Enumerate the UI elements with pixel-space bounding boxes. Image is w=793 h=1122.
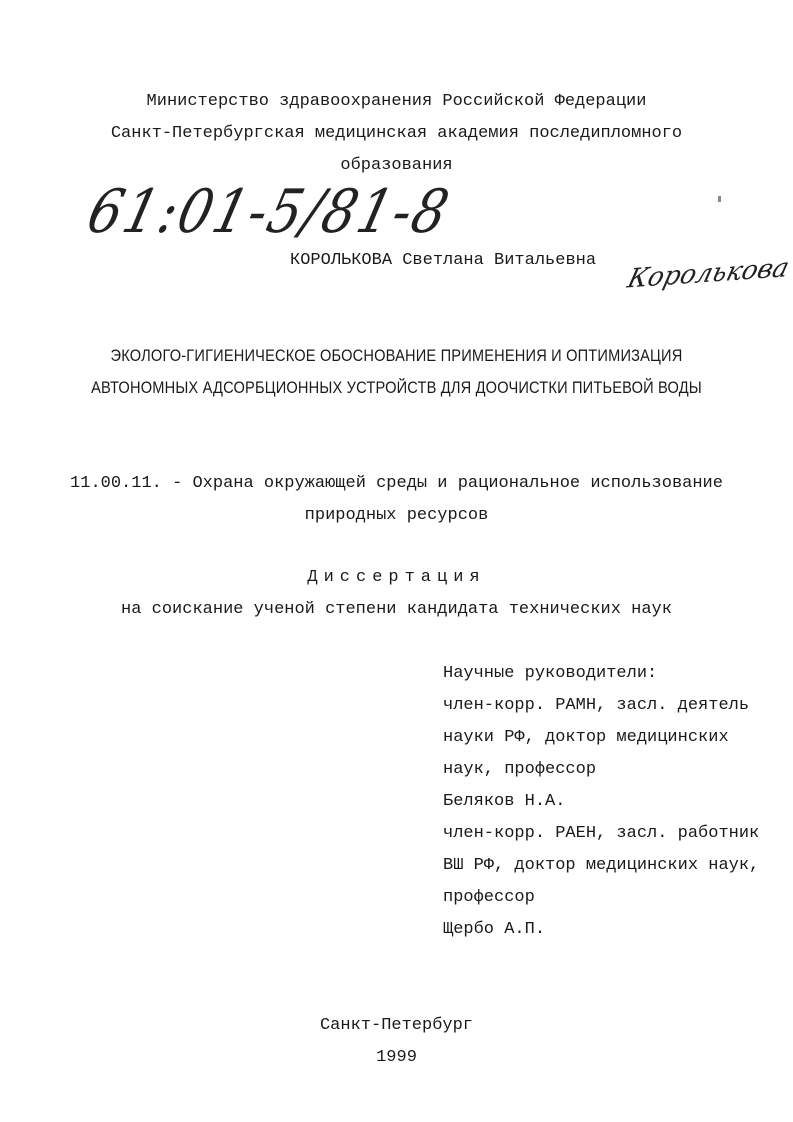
- supervisor-line: член-корр. РАЕН, засл. работник: [443, 824, 760, 843]
- academy-line-2: образования: [340, 156, 453, 175]
- academy-line-1: Санкт-Петербургская медицинская академия последипломного: [110, 124, 683, 143]
- specialty-line-2: природных ресурсов: [304, 506, 489, 525]
- archive-number-handwritten: 61:01-5/81-8: [80, 178, 457, 247]
- supervisor-name: Щербо А.П.: [443, 920, 546, 939]
- specialty-line-1: 11.00.11. - Охрана окружающей среды и рациональное использование: [70, 474, 723, 493]
- supervisor-line: наук, профессор: [443, 760, 597, 779]
- supervisor-name: Беляков Н.А.: [443, 792, 566, 811]
- work-type-label: Диссертация: [307, 568, 486, 587]
- thesis-title-line-1: ЭКОЛОГО-ГИГИЕНИЧЕСКОЕ ОБОСНОВАНИЕ ПРИМЕНЕНИЯ И ОПТИМИЗАЦИЯ: [110, 346, 683, 365]
- year: 1999: [376, 1048, 417, 1067]
- supervisor-line: профессор: [443, 888, 535, 907]
- thesis-title-line-2: АВТОНОМНЫХ АДСОРБЦИОННЫХ УСТРОЙСТВ ДЛЯ ДООЧИСТКИ ПИТЬЕВОЙ ВОДЫ: [91, 378, 702, 397]
- degree-line: на соискание ученой степени кандидата технических наук: [121, 600, 672, 619]
- author-name: КОРОЛЬКОВА Светлана Витальевна: [290, 251, 597, 270]
- supervisor-line: член-корр. РАМН, засл. деятель: [443, 696, 750, 715]
- supervisor-line: науки РФ, доктор медицинских: [443, 728, 729, 747]
- author-signature: Королькова: [624, 252, 793, 295]
- ministry-line: Министерство здравоохранения Российской Федерации: [146, 92, 647, 111]
- city: Санкт-Петербург: [319, 1016, 474, 1035]
- scan-speck: [718, 196, 721, 202]
- supervisors-heading: Научные руководители:: [443, 664, 658, 683]
- supervisor-line: ВШ РФ, доктор медицинских наук,: [443, 856, 760, 875]
